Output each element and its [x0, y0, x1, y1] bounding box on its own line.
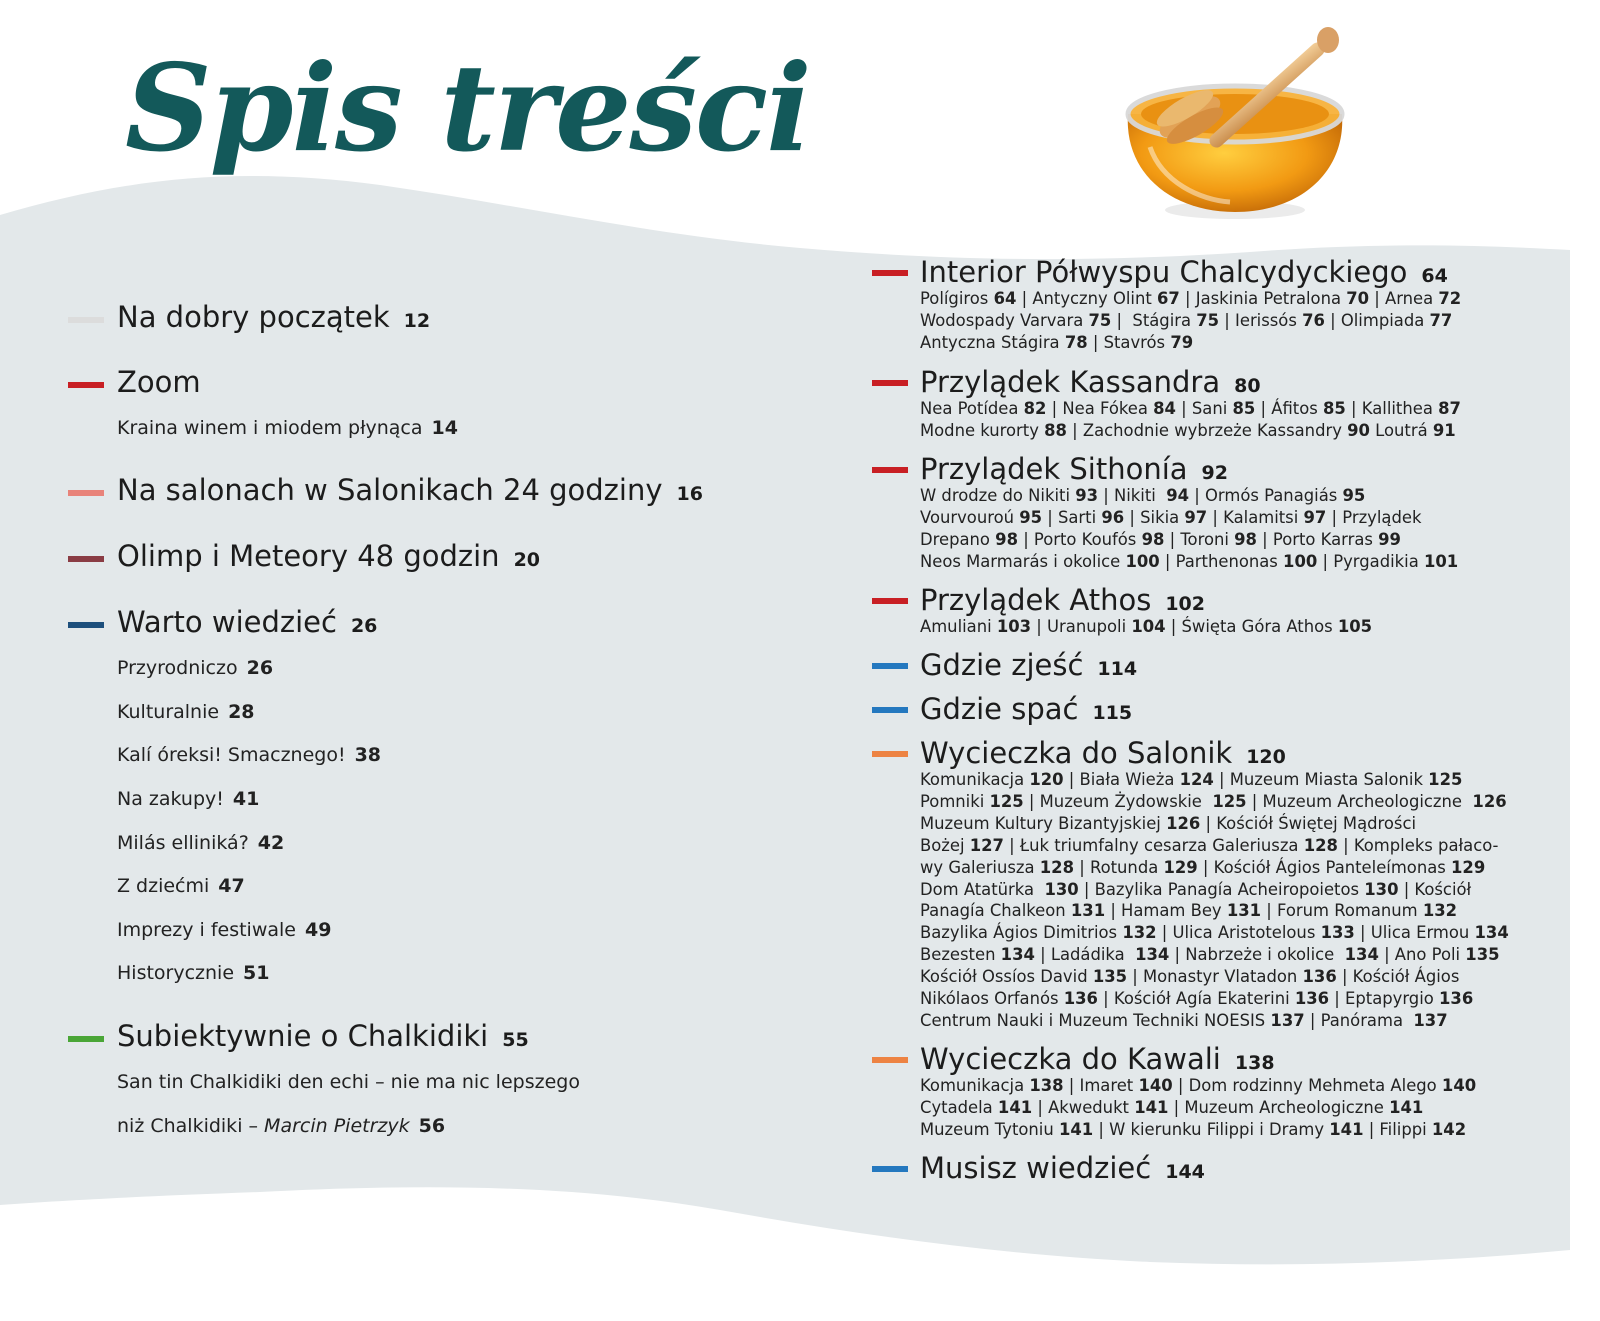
place-name: | Muzeum Archeologiczne — [1246, 791, 1473, 811]
page-number: 91 — [1432, 420, 1456, 440]
toc-subentry[interactable] — [117, 960, 269, 986]
place-name: Muzeum Tytoniu — [920, 1119, 1059, 1139]
page-number: 141 — [997, 1097, 1033, 1117]
subentry-page-number: 49 — [305, 919, 332, 941]
section-subentries — [920, 485, 1510, 573]
section-title: Przylądek Athos — [920, 583, 1152, 617]
section-title: Wycieczka do Salonik — [920, 736, 1233, 770]
section-title: Subiektywnie o Chalkidiki — [117, 1019, 489, 1053]
page-number: 136 — [1302, 967, 1337, 987]
page-number: 104 — [1131, 617, 1166, 636]
toc-subentry[interactable] — [117, 699, 255, 725]
section-title: Warto wiedzieć — [117, 605, 337, 639]
place-name: Vourvouroú — [920, 507, 1020, 527]
section-heading[interactable] — [920, 692, 1132, 730]
place-name: | Eptapyrgio — [1329, 989, 1440, 1009]
subentry-line — [920, 1097, 1510, 1119]
place-name: | Stágira — [1111, 310, 1197, 330]
section-color-bar — [68, 317, 104, 323]
section-heading[interactable] — [117, 468, 703, 516]
section-heading[interactable] — [920, 648, 1137, 686]
section-page-number: 80 — [1234, 375, 1261, 397]
page-number: 132 — [1422, 901, 1458, 921]
page-number: 137 — [1413, 1010, 1448, 1030]
page-number: 100 — [1125, 551, 1160, 571]
place-name: | Muzeum Miasta Salonik — [1213, 770, 1429, 789]
section-title: Interior Półwyspu Chalcydyckiego — [920, 255, 1408, 289]
section-heading[interactable] — [920, 1151, 1205, 1189]
place-name: | Sani — [1175, 399, 1233, 418]
section-color-bar — [872, 467, 908, 473]
place-name: Centrum Nauki i Muzeum Techniki NOESIS — [920, 1010, 1271, 1030]
subentry-title: Na zakupy! — [117, 788, 224, 810]
place-name: Dom Atatürka — [920, 879, 1045, 899]
section-title: Na salonach w Salonikach 24 godziny — [117, 473, 663, 507]
section-page-number: 16 — [676, 483, 703, 505]
subentry-line — [920, 310, 1510, 332]
page-number: 105 — [1337, 617, 1373, 636]
page-number: 97 — [1184, 507, 1208, 527]
page-number: 95 — [1342, 486, 1366, 505]
page-number: 135 — [1465, 945, 1500, 965]
toc-subentry[interactable] — [117, 1113, 445, 1139]
place-name: Neos Marmarás i okolice — [920, 551, 1126, 571]
section-color-bar — [872, 598, 908, 604]
subentry-line — [920, 420, 1510, 442]
place-name: | Ulica Ermou — [1354, 923, 1475, 943]
page-number: 135 — [1092, 967, 1128, 987]
section-color-bar — [872, 1166, 908, 1172]
page-number: 140 — [1441, 1076, 1477, 1095]
place-name: Bazylika Ágios Dimitrios — [920, 923, 1123, 943]
subentry-page-number: 47 — [218, 875, 245, 897]
page-number: 70 — [1346, 289, 1370, 308]
subentry-line — [920, 835, 1510, 857]
page-number: 126 — [1472, 791, 1507, 811]
place-name: | Kalamitsi — [1207, 507, 1304, 527]
subentry-title: Milás elliniká? — [117, 832, 249, 854]
place-name: | Muzeum Archeologiczne — [1168, 1097, 1390, 1117]
page-number: 141 — [1329, 1119, 1364, 1139]
subentry-line — [920, 529, 1510, 551]
page-number: 142 — [1431, 1119, 1467, 1139]
place-name: | Filippi — [1363, 1119, 1432, 1139]
page-number: 97 — [1303, 507, 1327, 527]
page-number: 128 — [1303, 835, 1338, 855]
page-number: 125 — [1428, 770, 1463, 789]
subentry-author: Marcin Pietrzyk — [264, 1115, 410, 1137]
subentry-line — [920, 769, 1510, 791]
toc-subentry[interactable] — [117, 873, 245, 899]
place-name: | Panórama — [1304, 1010, 1414, 1030]
page-number: 138 — [1029, 1076, 1064, 1095]
place-name: Kościół Ossíos David — [920, 967, 1093, 987]
page-number: 129 — [1451, 857, 1486, 877]
section-heading[interactable] — [117, 360, 201, 404]
section-subentries — [920, 288, 1510, 354]
subentry-line — [920, 288, 1510, 310]
subentry-title: Imprezy i festiwale — [117, 919, 296, 941]
subentry-title: Przyrodniczo — [117, 657, 238, 679]
place-name: | Monastyr Vlatadon — [1127, 967, 1303, 987]
page-number: 136 — [1294, 989, 1330, 1009]
page-number: 88 — [1044, 420, 1067, 440]
page-number: 79 — [1170, 332, 1194, 352]
section-subentries — [920, 1075, 1510, 1141]
section-page-number: 114 — [1097, 658, 1138, 680]
place-name: | Bazylika Panagía Acheiropoietos — [1078, 879, 1365, 899]
section-page-number: 12 — [403, 310, 431, 332]
page-number: 134 — [1000, 945, 1035, 965]
subentry-line — [920, 900, 1510, 922]
section-title: Musisz wiedzieć — [920, 1151, 1152, 1185]
section-page-number: 138 — [1234, 1052, 1275, 1074]
place-name: | Święta Góra Athos — [1165, 617, 1338, 636]
section-title: Gdzie spać — [920, 692, 1079, 726]
subentry-title: San tin Chalkidiki den echi – nie ma nic lepszego — [117, 1071, 580, 1093]
page-number: 93 — [1075, 486, 1099, 505]
place-name: Wodospady Varvara — [920, 310, 1089, 330]
toc-subentry[interactable] — [117, 655, 273, 681]
section-color-bar — [872, 1057, 908, 1063]
subentry-line — [920, 791, 1510, 813]
subentry-line — [920, 507, 1510, 529]
subentry-line — [920, 1119, 1510, 1141]
section-heading[interactable] — [117, 295, 430, 343]
section-page-number: 120 — [1246, 746, 1286, 768]
place-name: | Nea Fókea — [1046, 399, 1154, 418]
section-color-bar — [68, 490, 104, 496]
toc-subentry[interactable] — [117, 917, 331, 943]
page-number: 133 — [1320, 923, 1355, 943]
subentry-line — [920, 332, 1510, 354]
place-name: | Stavrós — [1087, 332, 1171, 352]
place-name: Drepano — [920, 529, 996, 549]
place-name: | W kierunku Filippi i Dramy — [1093, 1119, 1330, 1139]
subentry-title: niż Chalkidiki – — [117, 1115, 265, 1137]
subentry-title: Kulturalnie — [117, 701, 220, 723]
toc-subentry[interactable] — [117, 1069, 580, 1095]
page-number: 120 — [1029, 770, 1064, 789]
place-name: | Porto Koufós — [1017, 529, 1142, 549]
page-number: 78 — [1064, 332, 1088, 352]
page-number: 85 — [1323, 399, 1346, 418]
place-name: | Áfitos — [1255, 399, 1323, 418]
place-name: | Kościół — [1398, 879, 1472, 899]
section-subentries — [920, 769, 1510, 1032]
page-number: 101 — [1423, 551, 1459, 571]
page-number: 67 — [1157, 289, 1180, 308]
place-name: | Kompleks pałaco- — [1337, 835, 1499, 855]
place-name: | Ladádika — [1034, 945, 1136, 965]
subentry-title: Kalí óreksi! Smacznego! — [117, 744, 346, 766]
page-number: 75 — [1088, 310, 1112, 330]
place-name: | Zachodnie wybrzeże Kassandry — [1066, 420, 1348, 440]
page-number: 141 — [1389, 1097, 1424, 1117]
page-number: 134 — [1135, 945, 1170, 965]
place-name: | Antyczny Olint — [1016, 289, 1157, 308]
subentry-page-number: 42 — [257, 832, 285, 854]
page-number: 131 — [1226, 901, 1262, 921]
place-name: Bożej — [920, 835, 970, 855]
subentry-page-number: 28 — [228, 701, 255, 723]
page-number: 128 — [1039, 857, 1074, 877]
place-name: | Arnea — [1369, 289, 1439, 308]
place-name: Bezesten — [920, 945, 1001, 965]
section-color-bar — [872, 380, 908, 386]
place-name: Nea Potídea — [920, 399, 1024, 418]
page-number: 129 — [1163, 857, 1198, 877]
place-name: Pomniki — [920, 791, 990, 811]
place-name: | Kościół Ágios Panteleímonas — [1197, 857, 1452, 877]
place-name: | Kallithea — [1345, 399, 1439, 418]
section-title: Przylądek Sithonía — [920, 452, 1188, 486]
section-title: Gdzie zjeść — [920, 648, 1084, 682]
subentry-line — [920, 944, 1510, 966]
place-name: Loutrá — [1369, 420, 1433, 440]
place-name: | Ulica Aristotelous — [1156, 923, 1321, 943]
subentry-page-number: 38 — [354, 744, 382, 766]
page-number: 72 — [1438, 289, 1462, 308]
section-color-bar — [68, 556, 104, 562]
section-heading[interactable] — [117, 1014, 529, 1062]
page-number: 131 — [1070, 901, 1106, 921]
section-page-number: 64 — [1421, 265, 1448, 287]
page-number: 96 — [1101, 507, 1125, 527]
place-name: | Jaskinia Petralona — [1179, 289, 1347, 308]
place-name: wy Galeriusza — [920, 857, 1040, 877]
page-title: Spis treści — [125, 38, 810, 179]
page-number: 77 — [1429, 310, 1453, 330]
page-number: 85 — [1232, 399, 1256, 418]
page-number: 140 — [1138, 1076, 1173, 1095]
page-number: 126 — [1166, 813, 1201, 833]
toc-subentry[interactable] — [117, 830, 284, 856]
page-number: 103 — [996, 617, 1032, 636]
place-name: | Rotunda — [1074, 857, 1164, 877]
place-name: | Kościół Ágios — [1336, 967, 1460, 987]
section-color-bar — [872, 707, 908, 713]
section-subentries — [920, 616, 1510, 638]
page-number: 98 — [1234, 529, 1257, 549]
place-name: | Łuk triumfalny cesarza Galeriusza — [1003, 835, 1304, 855]
page-number: 124 — [1179, 770, 1214, 789]
toc-subentry[interactable] — [117, 742, 381, 768]
subentry-page-number: 14 — [431, 417, 458, 439]
place-name: | Parthenonas — [1159, 551, 1284, 571]
subentry-page-number: 26 — [246, 657, 274, 679]
section-page-number: 115 — [1092, 702, 1133, 724]
subentry-page-number: 41 — [232, 788, 260, 810]
section-page-number: 20 — [513, 549, 541, 571]
place-name: Nikólaos Orfanós — [920, 989, 1064, 1009]
subentry-line — [920, 1075, 1510, 1097]
page-number: 76 — [1302, 310, 1325, 330]
page-number: 134 — [1474, 923, 1509, 943]
page-number: 87 — [1438, 399, 1461, 418]
page-number: 94 — [1166, 486, 1190, 505]
subentry-page-number: 51 — [243, 962, 270, 984]
place-name: | Dom rodzinny Mehmeta Alego — [1172, 1076, 1442, 1095]
section-title: Olimp i Meteory 48 godzin — [117, 539, 500, 573]
page-number: 98 — [995, 529, 1018, 549]
place-name: | Kościół Świętej Mądrości — [1200, 813, 1417, 833]
page-number: 136 — [1063, 989, 1098, 1009]
section-subentries — [920, 398, 1510, 442]
toc-subentry[interactable] — [117, 415, 458, 441]
page-number: 98 — [1141, 529, 1165, 549]
page-number: 141 — [1134, 1097, 1169, 1117]
page-number: 64 — [993, 289, 1017, 308]
section-title: Przylądek Kassandra — [920, 365, 1221, 399]
section-color-bar — [68, 1036, 104, 1042]
subentry-line — [920, 1010, 1510, 1032]
subentry-line — [920, 616, 1510, 638]
place-name: | Toroni — [1164, 529, 1235, 549]
section-color-bar — [872, 270, 908, 276]
place-name: Antyczna Stágira — [920, 332, 1065, 352]
subentry-line — [920, 551, 1510, 573]
section-color-bar — [68, 382, 104, 388]
place-name: | Sarti — [1042, 507, 1102, 527]
place-name: | Nikiti — [1098, 486, 1167, 505]
page-number: 134 — [1344, 945, 1379, 965]
subentry-title: Historycznie — [117, 962, 235, 984]
place-name: Cytadela — [920, 1097, 998, 1117]
page-number: 141 — [1058, 1119, 1094, 1139]
toc-subentry[interactable] — [117, 786, 259, 812]
place-name: Polígiros — [920, 289, 994, 308]
place-name: Panagía Chalkeon — [920, 901, 1071, 921]
page-number: 132 — [1122, 923, 1157, 943]
page-number: 125 — [1212, 791, 1247, 811]
place-name: Amuliani — [920, 617, 997, 636]
place-name: | Ano Poli — [1378, 945, 1466, 965]
place-name: | Porto Karras — [1256, 529, 1379, 549]
place-name: | Pyrgadikia — [1317, 551, 1424, 571]
subentry-line — [920, 485, 1510, 507]
subentry-title: Z dziećmi — [117, 875, 210, 897]
section-heading[interactable] — [117, 600, 377, 648]
subentry-title: Kraina winem i miodem płynąca — [117, 417, 423, 439]
page-number: 90 — [1347, 420, 1370, 440]
subentry-page-number: 56 — [418, 1115, 446, 1137]
page-number: 130 — [1364, 879, 1399, 899]
section-page-number: 102 — [1165, 593, 1205, 615]
place-name: | Ierissós — [1219, 310, 1303, 330]
subentry-line — [920, 813, 1510, 835]
subentry-line — [920, 922, 1510, 944]
section-page-number: 92 — [1201, 462, 1228, 484]
section-title: Na dobry początek — [117, 300, 390, 334]
page-number: 84 — [1153, 399, 1176, 418]
subentry-line — [920, 988, 1510, 1010]
place-name: | Akwedukt — [1032, 1097, 1135, 1117]
page-number: 136 — [1439, 989, 1474, 1009]
subentry-line — [920, 879, 1510, 901]
page-number: 82 — [1023, 399, 1047, 418]
place-name: | Kościół Agía Ekaterini — [1097, 989, 1295, 1009]
place-name: Komunikacja — [920, 1076, 1030, 1095]
place-name: Muzeum Kultury Bizantyjskiej — [920, 813, 1167, 833]
section-heading[interactable] — [117, 534, 540, 582]
place-name: | Ormós Panagiás — [1189, 486, 1343, 505]
section-page-number: 26 — [350, 615, 378, 637]
page-number: 75 — [1196, 310, 1220, 330]
honey-jar-icon — [1110, 22, 1350, 222]
place-name: | Sikia — [1124, 507, 1185, 527]
page-number: 99 — [1378, 529, 1401, 549]
subentry-line — [920, 398, 1510, 420]
section-color-bar — [68, 622, 104, 628]
place-name: | Forum Romanum — [1261, 901, 1423, 921]
page-number: 125 — [989, 791, 1024, 811]
section-page-number: 144 — [1165, 1161, 1205, 1183]
place-name: | Olimpiada — [1324, 310, 1430, 330]
subentry-line — [920, 857, 1510, 879]
section-page-number: 55 — [502, 1029, 529, 1051]
place-name: W drodze do Nikiti — [920, 486, 1076, 505]
section-color-bar — [872, 663, 908, 669]
section-title: Zoom — [117, 365, 201, 399]
page-number: 137 — [1270, 1010, 1305, 1030]
place-name: Modne kurorty — [920, 420, 1045, 440]
page-number: 100 — [1283, 551, 1318, 571]
place-name: | Biała Wieża — [1063, 770, 1180, 789]
section-title: Wycieczka do Kawali — [920, 1042, 1221, 1076]
page-number: 127 — [969, 835, 1004, 855]
place-name: | Nabrzeże i okolice — [1169, 945, 1345, 965]
page-number: 95 — [1019, 507, 1043, 527]
place-name: Komunikacja — [920, 770, 1030, 789]
place-name: | Przylądek — [1326, 507, 1422, 527]
section-color-bar — [872, 751, 908, 757]
subentry-line — [920, 966, 1510, 988]
place-name: | Uranupoli — [1031, 617, 1132, 636]
page-number: 130 — [1044, 879, 1079, 899]
place-name: | Imaret — [1063, 1076, 1139, 1095]
place-name: | Muzeum Żydowskie — [1023, 791, 1213, 811]
place-name: | Hamam Bey — [1105, 901, 1227, 921]
